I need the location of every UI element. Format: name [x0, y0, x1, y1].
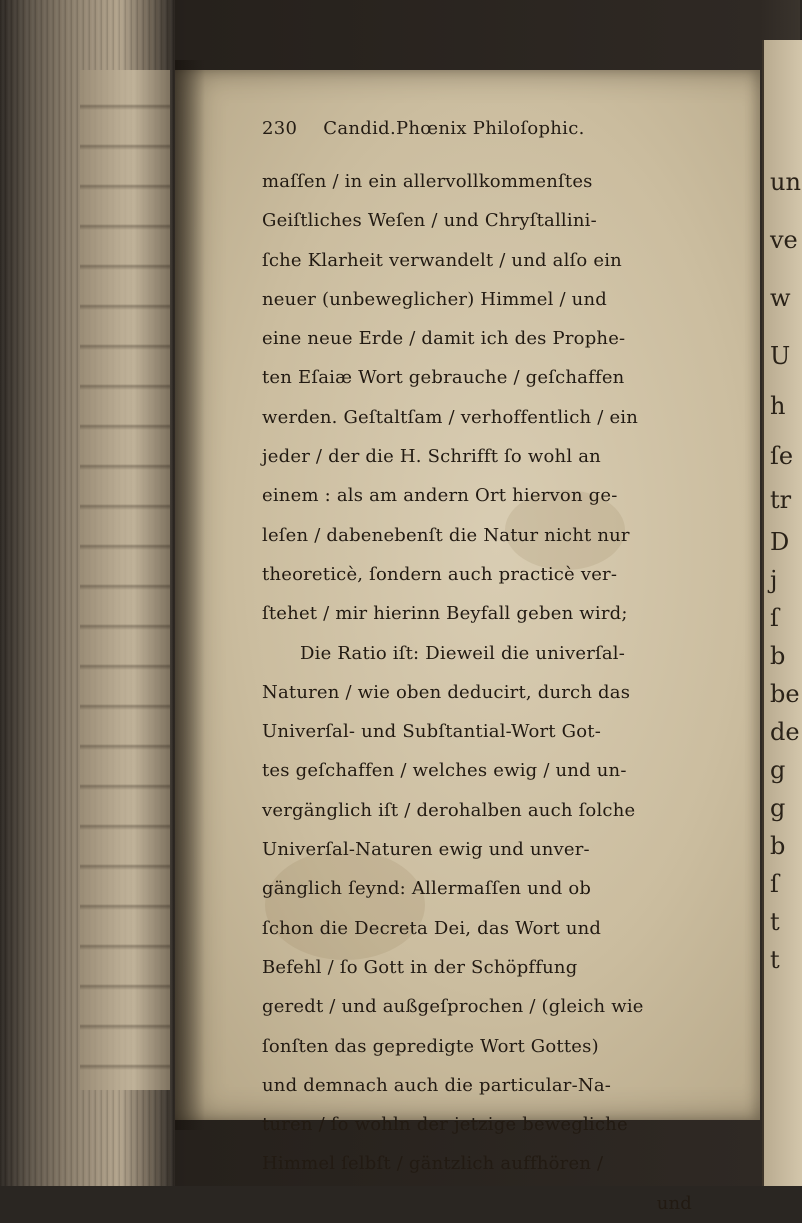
text-line: leſen / dabenebenſt die Natur nicht nur — [262, 524, 630, 546]
text-line: Himmel ſelbſt / gäntzlich auffhören / — [262, 1153, 604, 1175]
left-page-margin — [80, 70, 170, 1090]
text-line: theoreticè, ſondern auch practicè ver- — [262, 563, 618, 585]
right-page-fragment: h — [770, 392, 786, 420]
text-line: maſſen / in ein allervollkommenſtes — [262, 171, 593, 192]
right-page-fragment: b — [770, 832, 786, 860]
text-line: ſonſten das gepredigte Wort Gottes) — [262, 1035, 599, 1057]
right-page-fragment: t — [770, 908, 780, 936]
text-line: einem : als am andern Ort hiervon ge- — [262, 485, 618, 507]
text-line: Die Ratio iſt: Dieweil die univerſal- — [300, 642, 626, 664]
text-line: Geiſtliches Weſen / und Chryſtallini- — [262, 210, 597, 232]
text-line: vergänglich iſt / derohalben auch ſolche — [262, 799, 636, 821]
text-line: ſchon die Decreta Dei, das Wort und — [262, 917, 602, 939]
text-line: tes geſchaffen / welches ewig / und un- — [262, 760, 627, 782]
right-page-fragment: j — [770, 566, 778, 594]
right-page-fragment: t — [770, 946, 780, 974]
right-page-fragment: be — [770, 680, 800, 708]
catchword: und — [656, 1192, 692, 1214]
text-line: turen / ſo wohln der jetzige bewegliche — [262, 1114, 628, 1136]
right-page-fragment: U — [770, 342, 791, 370]
gutter-shadow — [175, 60, 205, 1130]
text-line: Befehl / ſo Gott in der Schöpffung — [262, 956, 578, 978]
page-header — [262, 118, 762, 160]
right-page-fragment: ſ — [770, 870, 779, 898]
text-line: eine neue Erde / damit ich des Prophe- — [262, 328, 626, 350]
text-line: gänglich ſeynd: Allermaſſen und ob — [262, 878, 592, 900]
right-page-fragment: ſe — [770, 442, 794, 470]
right-page-fragment: ve — [770, 226, 798, 254]
right-page-fragment: un — [770, 168, 801, 196]
right-page-fragment: tr — [770, 486, 792, 514]
text-line: jeder / der die H. Schrifft ſo wohl an — [262, 446, 601, 468]
text-line: geredt / und außgeſprochen / (gleich wie — [262, 996, 644, 1018]
text-line: neuer (unbeweglicher) Himmel / und — [262, 288, 607, 310]
text-line: ten Eſaiæ Wort gebrauche / geſchaffen — [262, 367, 625, 389]
right-page-fragment: w — [770, 284, 791, 312]
right-page-fragment: g — [770, 794, 786, 822]
text-line: Univerſal- und Subſtantial-Wort Got- — [262, 721, 601, 743]
body-text — [262, 162, 762, 1223]
right-page-fragment: de — [770, 718, 800, 746]
right-page-fragment: g — [770, 756, 786, 784]
text-line: ſche Klarheit verwandelt / und alſo ein — [262, 249, 622, 271]
page-text-block — [262, 118, 762, 1223]
text-line: ſtehet / mir hierinn Beyfall geben wird; — [262, 603, 628, 625]
page-number: 230 — [262, 118, 298, 139]
text-line: Naturen / wie oben deducirt, durch das — [262, 681, 631, 703]
text-line: und demnach auch die particular-Na- — [262, 1074, 612, 1096]
text-line: Univerſal-Naturen ewig und unver- — [262, 839, 590, 861]
right-page-fragment: b — [770, 642, 786, 670]
right-page-fragment: ſ — [770, 604, 779, 632]
running-title: Candid.Phœnix Philoſophic. — [323, 118, 585, 139]
text-line: werden. Geſtaltſam / verhoffentlich / ein — [262, 406, 639, 428]
right-page-fragment: D — [770, 528, 790, 556]
